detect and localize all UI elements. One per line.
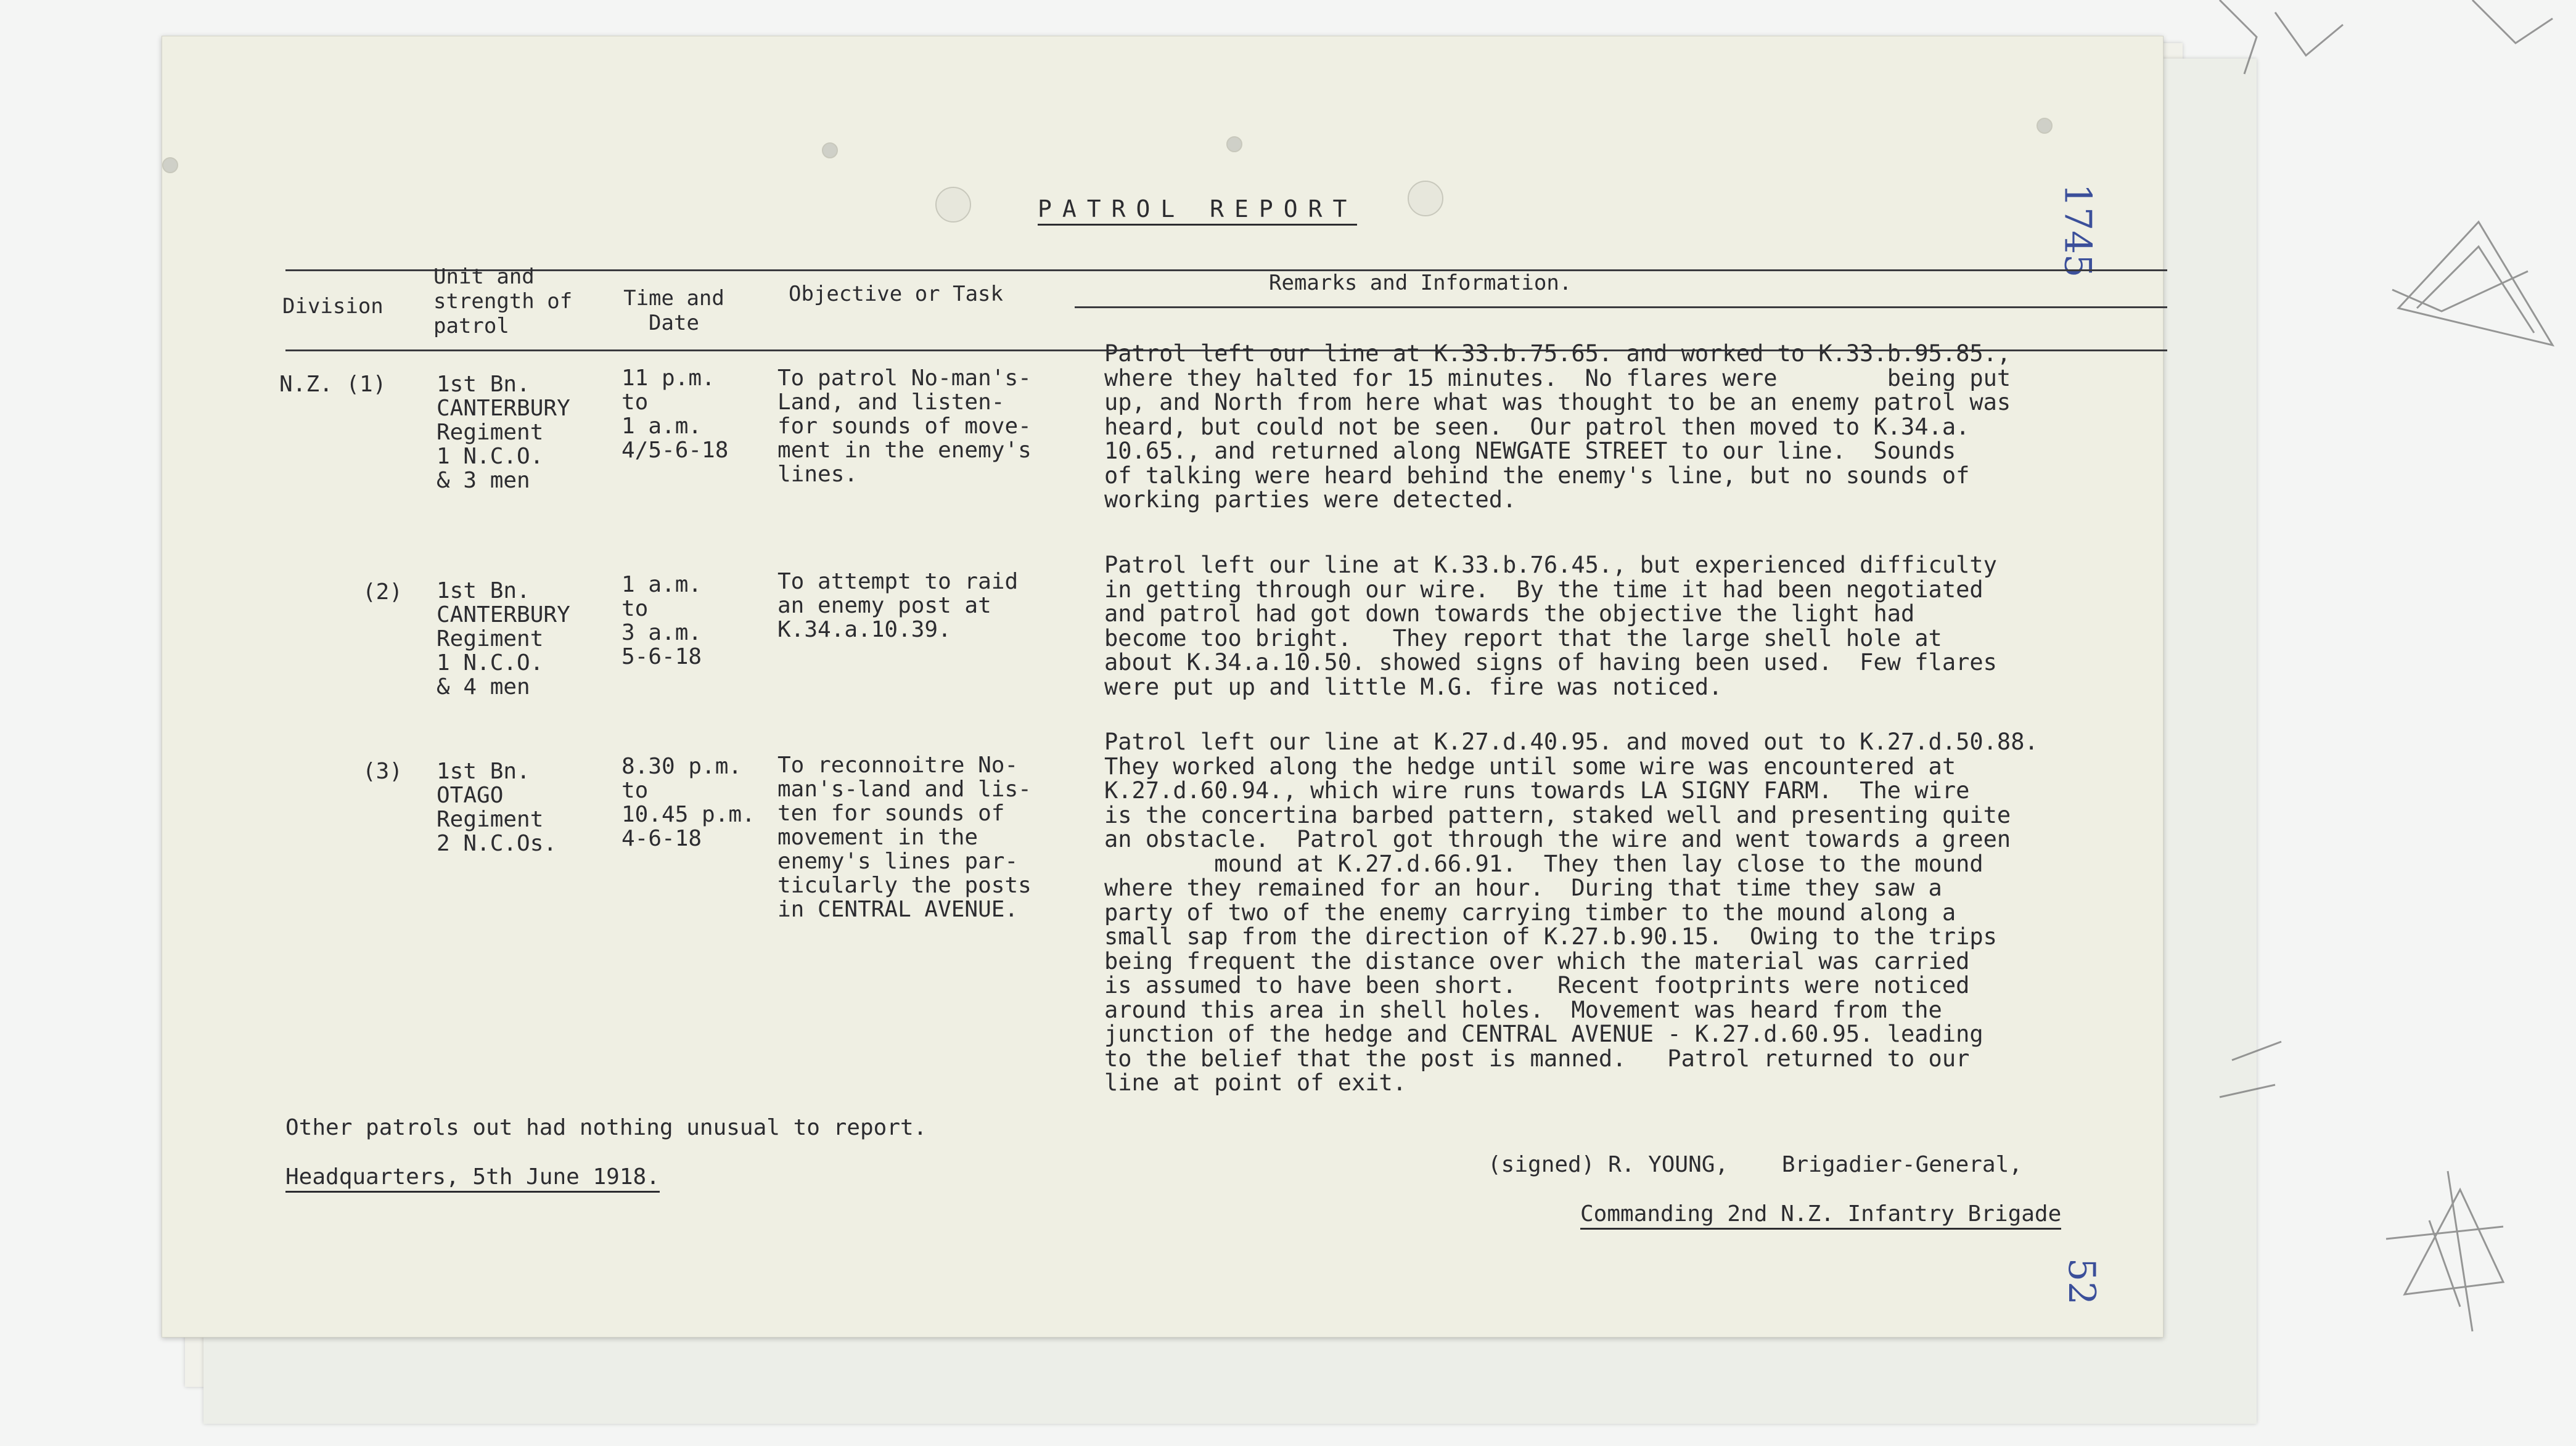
row-1-objective: To patrol No-man's- Land, and listen- for sounds of move- ment in the enemy's lines. — [777, 366, 1032, 487]
archive-number-top: 1745 — [2056, 183, 2099, 278]
headquarters-date: Headquarters, 5th June 1918. — [285, 1164, 660, 1193]
page-title: PATROL REPORT — [1038, 195, 1357, 226]
row-1-unit: 1st Bn. CANTERBURY Regiment 1 N.C.O. & 3 men — [437, 372, 570, 493]
row-1-division: N.Z. (1) — [279, 372, 387, 397]
row-2-objective: To attempt to raid an enemy post at K.34.a.10.39. — [777, 569, 1019, 642]
punch-hole — [822, 142, 838, 158]
row-3-time: 8.30 p.m. to 10.45 p.m. 4-6-18 — [621, 754, 755, 851]
punch-hole — [1226, 136, 1242, 152]
row-3-objective: To reconnoitre No- man's-land and lis- ten for sounds of movement in the enemy's lines par- ticularly the posts in CENTRAL AVENUE. — [777, 753, 1032, 922]
row-2-time: 1 a.m. to 3 a.m. 5-6-18 — [621, 572, 702, 669]
row-1-remarks: Patrol left our line at K.33.b.75.65. and worked to K.33.b.95.85., where they halted for 15 minutes. No flares were being put up, and North from here what was thought to be an enemy patrol was heard, but could not be seen. Our patrol then moved to K.34.a. 10.65., and returned along NEWGATE STREET to our line. Sounds of talking were heard behind the enemy's line, but no sounds of working parties were detected. — [1104, 340, 2011, 513]
patrol-report-page — [162, 36, 2164, 1338]
row-1-time: 11 p.m. to 1 a.m. 4/5-6-18 — [621, 366, 729, 463]
signature-line: (signed) R. YOUNG, Brigadier-General, — [1488, 1152, 2022, 1177]
punch-hole — [1408, 181, 1443, 216]
archive-page-number: 52 — [2060, 1257, 2104, 1305]
punch-hole — [162, 157, 178, 173]
row-2-remarks: Patrol left our line at K.33.b.76.45., but experienced difficulty in getting through our wire. By the time it had been negotiated and patrol had got down towards the objective the light had become too bright. They report that the large shell hole at about K.34.a.10.50. showed signs of having been used. Few flares were put up and little M.G. fire was noticed. — [1104, 552, 1997, 700]
command-line: Commanding 2nd N.Z. Infantry Brigade — [1580, 1201, 2061, 1230]
other-patrols-note: Other patrols out had nothing unusual to report. — [285, 1115, 927, 1140]
punch-hole — [935, 187, 971, 223]
row-2-unit: 1st Bn. CANTERBURY Regiment 1 N.C.O. & 4 men — [437, 578, 570, 700]
header-unit: Unit and strength of patrol — [433, 264, 573, 338]
punch-hole — [2037, 118, 2053, 134]
header-objective: Objective or Task — [789, 282, 1003, 306]
row-2-division: (2) — [363, 579, 403, 605]
header-remarks: Remarks and Information. — [1269, 271, 1572, 295]
header-time: Time and Date — [623, 286, 724, 335]
row-3-unit: 1st Bn. OTAGO Regiment 2 N.C.Os. — [437, 759, 557, 856]
pencil-sketch — [2183, 0, 2576, 1446]
row-3-remarks: Patrol left our line at K.27.d.40.95. and moved out to K.27.d.50.88. They worked along the hedge until some wire was encountered at K.27.d.60.94., which wire runs towards LA SIGNY FARM. The wire is the concertina barbed pattern, staked well and presenting quite an obstacle. Patrol got through the wire and went towards a green mound at K.27.d.66.91. They then lay close to the mound where they remained for an hour. During that time they saw a party of two of the enemy carrying timber to the mound along a small sap from the direction of K.27.b.90.15. Owing to the trips being frequent the distance over which the material was carried is assumed to have been short. Recent footprints were noticed around this area in shell holes. Movement was heard from the junction of the hedge and CENTRAL AVENUE - K.27.d.60.95. leading to the belief that the post is manned. Patrol returned to our line at point of exit. — [1104, 729, 2038, 1096]
header-division: Division — [282, 294, 384, 319]
row-3-division: (3) — [363, 759, 403, 784]
header-middle-rule — [1075, 306, 2167, 308]
